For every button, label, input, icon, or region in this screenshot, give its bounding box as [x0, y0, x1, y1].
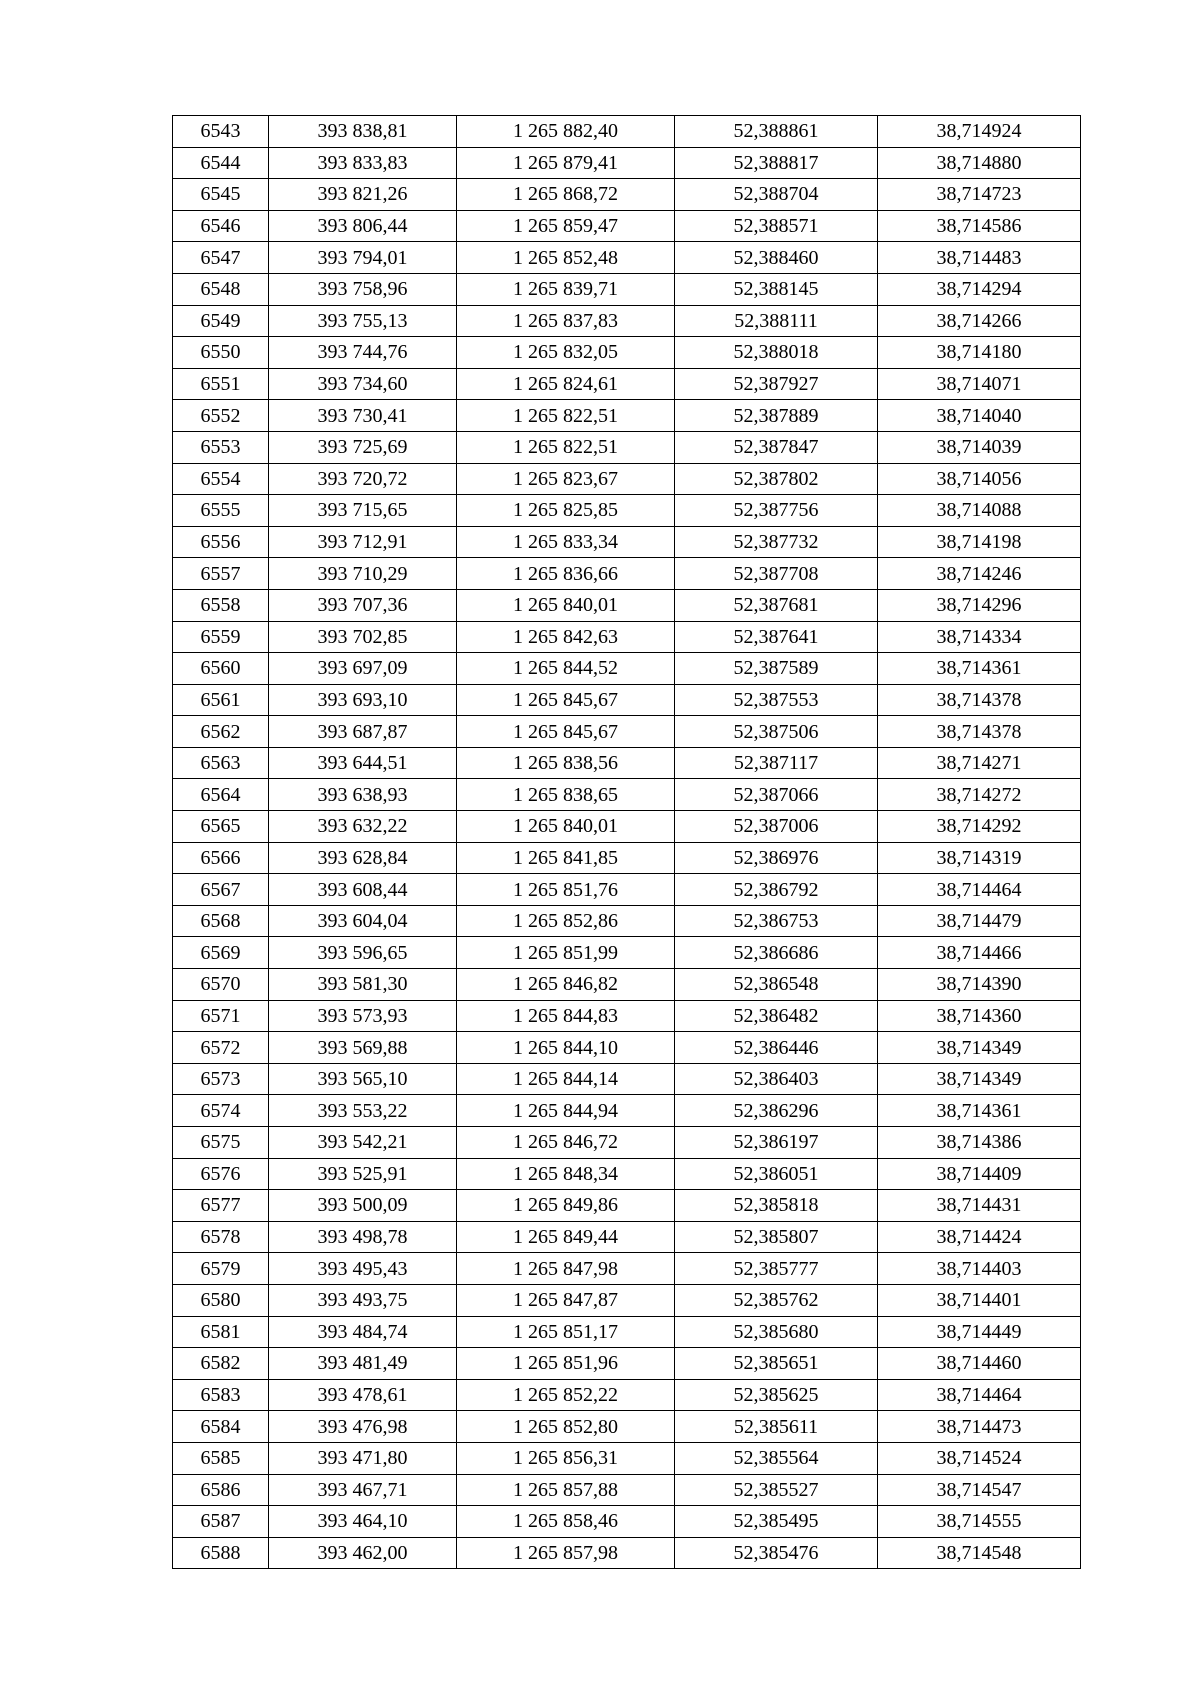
- latitude-cell: 52,385777: [675, 1253, 878, 1285]
- point-number-cell: 6571: [173, 1000, 269, 1032]
- latitude-cell: 52,385625: [675, 1379, 878, 1411]
- latitude-cell: 52,387681: [675, 589, 878, 621]
- latitude-cell: 52,387927: [675, 368, 878, 400]
- table-row: [173, 842, 1081, 874]
- x-coordinate-cell: 393 553,22: [269, 1095, 457, 1127]
- point-number-cell: 6556: [173, 526, 269, 558]
- latitude-cell: 52,386403: [675, 1063, 878, 1095]
- y-coordinate-cell: 1 265 851,76: [457, 874, 675, 906]
- y-coordinate-cell: 1 265 846,82: [457, 969, 675, 1001]
- longitude-cell: 38,714479: [878, 905, 1081, 937]
- latitude-cell: 52,387708: [675, 558, 878, 590]
- x-coordinate-cell: 393 467,71: [269, 1474, 457, 1506]
- point-number-cell: 6561: [173, 684, 269, 716]
- longitude-cell: 38,714386: [878, 1127, 1081, 1159]
- latitude-cell: 52,386976: [675, 842, 878, 874]
- longitude-cell: 38,714360: [878, 1000, 1081, 1032]
- y-coordinate-cell: 1 265 847,98: [457, 1253, 675, 1285]
- latitude-cell: 52,387589: [675, 653, 878, 685]
- longitude-cell: 38,714378: [878, 716, 1081, 748]
- x-coordinate-cell: 393 462,00: [269, 1537, 457, 1569]
- latitude-cell: 52,385807: [675, 1221, 878, 1253]
- table-row: [173, 1158, 1081, 1190]
- y-coordinate-cell: 1 265 838,65: [457, 779, 675, 811]
- point-number-cell: 6565: [173, 811, 269, 843]
- latitude-cell: 52,386051: [675, 1158, 878, 1190]
- longitude-cell: 38,714555: [878, 1506, 1081, 1538]
- point-number-cell: 6553: [173, 431, 269, 463]
- table-row: [173, 684, 1081, 716]
- longitude-cell: 38,714266: [878, 305, 1081, 337]
- y-coordinate-cell: 1 265 845,67: [457, 684, 675, 716]
- x-coordinate-cell: 393 720,72: [269, 463, 457, 495]
- longitude-cell: 38,714292: [878, 811, 1081, 843]
- longitude-cell: 38,714088: [878, 495, 1081, 527]
- point-number-cell: 6544: [173, 147, 269, 179]
- longitude-cell: 38,714040: [878, 400, 1081, 432]
- latitude-cell: 52,387506: [675, 716, 878, 748]
- table-row: [173, 621, 1081, 653]
- latitude-cell: 52,387756: [675, 495, 878, 527]
- table-row: [173, 495, 1081, 527]
- table-row: [173, 1253, 1081, 1285]
- longitude-cell: 38,714464: [878, 874, 1081, 906]
- longitude-cell: 38,714296: [878, 589, 1081, 621]
- y-coordinate-cell: 1 265 832,05: [457, 337, 675, 369]
- latitude-cell: 52,388817: [675, 147, 878, 179]
- y-coordinate-cell: 1 265 836,66: [457, 558, 675, 590]
- x-coordinate-cell: 393 478,61: [269, 1379, 457, 1411]
- y-coordinate-cell: 1 265 823,67: [457, 463, 675, 495]
- longitude-cell: 38,714723: [878, 179, 1081, 211]
- latitude-cell: 52,386296: [675, 1095, 878, 1127]
- point-number-cell: 6551: [173, 368, 269, 400]
- longitude-cell: 38,714378: [878, 684, 1081, 716]
- table-row: [173, 779, 1081, 811]
- table-row: [173, 242, 1081, 274]
- longitude-cell: 38,714466: [878, 937, 1081, 969]
- table-row: [173, 147, 1081, 179]
- x-coordinate-cell: 393 493,75: [269, 1284, 457, 1316]
- latitude-cell: 52,386446: [675, 1032, 878, 1064]
- table-row: [173, 874, 1081, 906]
- table-row: [173, 1284, 1081, 1316]
- point-number-cell: 6557: [173, 558, 269, 590]
- point-number-cell: 6568: [173, 905, 269, 937]
- y-coordinate-cell: 1 265 859,47: [457, 210, 675, 242]
- point-number-cell: 6570: [173, 969, 269, 1001]
- x-coordinate-cell: 393 730,41: [269, 400, 457, 432]
- table-row: [173, 1032, 1081, 1064]
- longitude-cell: 38,714271: [878, 747, 1081, 779]
- table-row: [173, 368, 1081, 400]
- x-coordinate-cell: 393 481,49: [269, 1348, 457, 1380]
- table-row: [173, 905, 1081, 937]
- y-coordinate-cell: 1 265 851,17: [457, 1316, 675, 1348]
- point-number-cell: 6545: [173, 179, 269, 211]
- x-coordinate-cell: 393 755,13: [269, 305, 457, 337]
- latitude-cell: 52,385611: [675, 1411, 878, 1443]
- x-coordinate-cell: 393 702,85: [269, 621, 457, 653]
- y-coordinate-cell: 1 265 852,22: [457, 1379, 675, 1411]
- latitude-cell: 52,386753: [675, 905, 878, 937]
- latitude-cell: 52,388018: [675, 337, 878, 369]
- table-row: [173, 1190, 1081, 1222]
- x-coordinate-cell: 393 744,76: [269, 337, 457, 369]
- table-row: [173, 1442, 1081, 1474]
- x-coordinate-cell: 393 687,87: [269, 716, 457, 748]
- y-coordinate-cell: 1 265 852,48: [457, 242, 675, 274]
- latitude-cell: 52,387802: [675, 463, 878, 495]
- latitude-cell: 52,385680: [675, 1316, 878, 1348]
- latitude-cell: 52,386482: [675, 1000, 878, 1032]
- table-row: [173, 1063, 1081, 1095]
- point-number-cell: 6552: [173, 400, 269, 432]
- x-coordinate-cell: 393 596,65: [269, 937, 457, 969]
- y-coordinate-cell: 1 265 857,88: [457, 1474, 675, 1506]
- table-row: [173, 1348, 1081, 1380]
- coordinates-table: [172, 115, 1081, 1569]
- table-row: [173, 1095, 1081, 1127]
- y-coordinate-cell: 1 265 844,52: [457, 653, 675, 685]
- longitude-cell: 38,714361: [878, 1095, 1081, 1127]
- y-coordinate-cell: 1 265 852,80: [457, 1411, 675, 1443]
- y-coordinate-cell: 1 265 844,83: [457, 1000, 675, 1032]
- x-coordinate-cell: 393 693,10: [269, 684, 457, 716]
- y-coordinate-cell: 1 265 824,61: [457, 368, 675, 400]
- y-coordinate-cell: 1 265 847,87: [457, 1284, 675, 1316]
- point-number-cell: 6580: [173, 1284, 269, 1316]
- point-number-cell: 6578: [173, 1221, 269, 1253]
- y-coordinate-cell: 1 265 840,01: [457, 589, 675, 621]
- latitude-cell: 52,385527: [675, 1474, 878, 1506]
- latitude-cell: 52,385818: [675, 1190, 878, 1222]
- x-coordinate-cell: 393 565,10: [269, 1063, 457, 1095]
- point-number-cell: 6582: [173, 1348, 269, 1380]
- y-coordinate-cell: 1 265 849,44: [457, 1221, 675, 1253]
- y-coordinate-cell: 1 265 857,98: [457, 1537, 675, 1569]
- longitude-cell: 38,714449: [878, 1316, 1081, 1348]
- point-number-cell: 6585: [173, 1442, 269, 1474]
- y-coordinate-cell: 1 265 844,10: [457, 1032, 675, 1064]
- table-row: [173, 179, 1081, 211]
- latitude-cell: 52,386548: [675, 969, 878, 1001]
- x-coordinate-cell: 393 608,44: [269, 874, 457, 906]
- table-row: [173, 1506, 1081, 1538]
- x-coordinate-cell: 393 464,10: [269, 1506, 457, 1538]
- x-coordinate-cell: 393 707,36: [269, 589, 457, 621]
- x-coordinate-cell: 393 500,09: [269, 1190, 457, 1222]
- point-number-cell: 6548: [173, 273, 269, 305]
- x-coordinate-cell: 393 632,22: [269, 811, 457, 843]
- x-coordinate-cell: 393 725,69: [269, 431, 457, 463]
- point-number-cell: 6577: [173, 1190, 269, 1222]
- table-row: [173, 400, 1081, 432]
- longitude-cell: 38,714924: [878, 116, 1081, 148]
- latitude-cell: 52,386686: [675, 937, 878, 969]
- x-coordinate-cell: 393 806,44: [269, 210, 457, 242]
- y-coordinate-cell: 1 265 858,46: [457, 1506, 675, 1538]
- x-coordinate-cell: 393 628,84: [269, 842, 457, 874]
- point-number-cell: 6574: [173, 1095, 269, 1127]
- point-number-cell: 6581: [173, 1316, 269, 1348]
- y-coordinate-cell: 1 265 838,56: [457, 747, 675, 779]
- longitude-cell: 38,714198: [878, 526, 1081, 558]
- longitude-cell: 38,714880: [878, 147, 1081, 179]
- point-number-cell: 6564: [173, 779, 269, 811]
- latitude-cell: 52,388861: [675, 116, 878, 148]
- longitude-cell: 38,714180: [878, 337, 1081, 369]
- point-number-cell: 6550: [173, 337, 269, 369]
- longitude-cell: 38,714401: [878, 1284, 1081, 1316]
- longitude-cell: 38,714409: [878, 1158, 1081, 1190]
- point-number-cell: 6567: [173, 874, 269, 906]
- x-coordinate-cell: 393 542,21: [269, 1127, 457, 1159]
- table-row: [173, 1537, 1081, 1569]
- x-coordinate-cell: 393 581,30: [269, 969, 457, 1001]
- point-number-cell: 6562: [173, 716, 269, 748]
- x-coordinate-cell: 393 712,91: [269, 526, 457, 558]
- point-number-cell: 6586: [173, 1474, 269, 1506]
- table-row: [173, 526, 1081, 558]
- x-coordinate-cell: 393 715,65: [269, 495, 457, 527]
- table-row: [173, 589, 1081, 621]
- x-coordinate-cell: 393 758,96: [269, 273, 457, 305]
- table-row: [173, 273, 1081, 305]
- y-coordinate-cell: 1 265 845,67: [457, 716, 675, 748]
- longitude-cell: 38,714246: [878, 558, 1081, 590]
- longitude-cell: 38,714473: [878, 1411, 1081, 1443]
- table-row: [173, 1127, 1081, 1159]
- point-number-cell: 6559: [173, 621, 269, 653]
- x-coordinate-cell: 393 569,88: [269, 1032, 457, 1064]
- latitude-cell: 52,387006: [675, 811, 878, 843]
- table-row: [173, 716, 1081, 748]
- point-number-cell: 6560: [173, 653, 269, 685]
- point-number-cell: 6569: [173, 937, 269, 969]
- point-number-cell: 6563: [173, 747, 269, 779]
- point-number-cell: 6558: [173, 589, 269, 621]
- table-row: [173, 116, 1081, 148]
- y-coordinate-cell: 1 265 833,34: [457, 526, 675, 558]
- point-number-cell: 6579: [173, 1253, 269, 1285]
- y-coordinate-cell: 1 265 848,34: [457, 1158, 675, 1190]
- latitude-cell: 52,387847: [675, 431, 878, 463]
- x-coordinate-cell: 393 495,43: [269, 1253, 457, 1285]
- latitude-cell: 52,388704: [675, 179, 878, 211]
- y-coordinate-cell: 1 265 822,51: [457, 400, 675, 432]
- longitude-cell: 38,714056: [878, 463, 1081, 495]
- longitude-cell: 38,714547: [878, 1474, 1081, 1506]
- y-coordinate-cell: 1 265 852,86: [457, 905, 675, 937]
- longitude-cell: 38,714460: [878, 1348, 1081, 1380]
- table-row: [173, 463, 1081, 495]
- y-coordinate-cell: 1 265 844,14: [457, 1063, 675, 1095]
- x-coordinate-cell: 393 838,81: [269, 116, 457, 148]
- longitude-cell: 38,714483: [878, 242, 1081, 274]
- table-row: [173, 431, 1081, 463]
- point-number-cell: 6573: [173, 1063, 269, 1095]
- longitude-cell: 38,714319: [878, 842, 1081, 874]
- point-number-cell: 6584: [173, 1411, 269, 1443]
- table-row: [173, 747, 1081, 779]
- longitude-cell: 38,714464: [878, 1379, 1081, 1411]
- point-number-cell: 6572: [173, 1032, 269, 1064]
- latitude-cell: 52,385495: [675, 1506, 878, 1538]
- longitude-cell: 38,714431: [878, 1190, 1081, 1222]
- x-coordinate-cell: 393 734,60: [269, 368, 457, 400]
- latitude-cell: 52,387732: [675, 526, 878, 558]
- x-coordinate-cell: 393 794,01: [269, 242, 457, 274]
- table-row: [173, 337, 1081, 369]
- table-row: [173, 653, 1081, 685]
- point-number-cell: 6588: [173, 1537, 269, 1569]
- latitude-cell: 52,387889: [675, 400, 878, 432]
- x-coordinate-cell: 393 697,09: [269, 653, 457, 685]
- latitude-cell: 52,386792: [675, 874, 878, 906]
- table-row: [173, 1411, 1081, 1443]
- point-number-cell: 6575: [173, 1127, 269, 1159]
- y-coordinate-cell: 1 265 825,85: [457, 495, 675, 527]
- y-coordinate-cell: 1 265 841,85: [457, 842, 675, 874]
- latitude-cell: 52,387641: [675, 621, 878, 653]
- point-number-cell: 6576: [173, 1158, 269, 1190]
- y-coordinate-cell: 1 265 844,94: [457, 1095, 675, 1127]
- longitude-cell: 38,714361: [878, 653, 1081, 685]
- table-row: [173, 305, 1081, 337]
- latitude-cell: 52,386197: [675, 1127, 878, 1159]
- x-coordinate-cell: 393 525,91: [269, 1158, 457, 1190]
- y-coordinate-cell: 1 265 851,96: [457, 1348, 675, 1380]
- longitude-cell: 38,714349: [878, 1032, 1081, 1064]
- longitude-cell: 38,714071: [878, 368, 1081, 400]
- coordinates-table-body: [173, 116, 1081, 1569]
- y-coordinate-cell: 1 265 856,31: [457, 1442, 675, 1474]
- y-coordinate-cell: 1 265 868,72: [457, 179, 675, 211]
- longitude-cell: 38,714294: [878, 273, 1081, 305]
- latitude-cell: 52,388111: [675, 305, 878, 337]
- y-coordinate-cell: 1 265 837,83: [457, 305, 675, 337]
- x-coordinate-cell: 393 644,51: [269, 747, 457, 779]
- y-coordinate-cell: 1 265 839,71: [457, 273, 675, 305]
- longitude-cell: 38,714403: [878, 1253, 1081, 1285]
- y-coordinate-cell: 1 265 849,86: [457, 1190, 675, 1222]
- y-coordinate-cell: 1 265 846,72: [457, 1127, 675, 1159]
- y-coordinate-cell: 1 265 879,41: [457, 147, 675, 179]
- y-coordinate-cell: 1 265 882,40: [457, 116, 675, 148]
- table-row: [173, 969, 1081, 1001]
- point-number-cell: 6587: [173, 1506, 269, 1538]
- x-coordinate-cell: 393 821,26: [269, 179, 457, 211]
- longitude-cell: 38,714524: [878, 1442, 1081, 1474]
- latitude-cell: 52,388460: [675, 242, 878, 274]
- longitude-cell: 38,714586: [878, 210, 1081, 242]
- y-coordinate-cell: 1 265 840,01: [457, 811, 675, 843]
- point-number-cell: 6547: [173, 242, 269, 274]
- point-number-cell: 6583: [173, 1379, 269, 1411]
- latitude-cell: 52,385564: [675, 1442, 878, 1474]
- longitude-cell: 38,714424: [878, 1221, 1081, 1253]
- table-row: [173, 1316, 1081, 1348]
- table-row: [173, 1221, 1081, 1253]
- y-coordinate-cell: 1 265 822,51: [457, 431, 675, 463]
- x-coordinate-cell: 393 573,93: [269, 1000, 457, 1032]
- table-row: [173, 937, 1081, 969]
- table-row: [173, 1474, 1081, 1506]
- longitude-cell: 38,714548: [878, 1537, 1081, 1569]
- longitude-cell: 38,714390: [878, 969, 1081, 1001]
- latitude-cell: 52,387117: [675, 747, 878, 779]
- latitude-cell: 52,388571: [675, 210, 878, 242]
- x-coordinate-cell: 393 638,93: [269, 779, 457, 811]
- latitude-cell: 52,387553: [675, 684, 878, 716]
- x-coordinate-cell: 393 833,83: [269, 147, 457, 179]
- x-coordinate-cell: 393 604,04: [269, 905, 457, 937]
- table-row: [173, 811, 1081, 843]
- latitude-cell: 52,387066: [675, 779, 878, 811]
- x-coordinate-cell: 393 710,29: [269, 558, 457, 590]
- latitude-cell: 52,388145: [675, 273, 878, 305]
- latitude-cell: 52,385651: [675, 1348, 878, 1380]
- x-coordinate-cell: 393 471,80: [269, 1442, 457, 1474]
- x-coordinate-cell: 393 484,74: [269, 1316, 457, 1348]
- point-number-cell: 6549: [173, 305, 269, 337]
- table-row: [173, 1000, 1081, 1032]
- longitude-cell: 38,714334: [878, 621, 1081, 653]
- point-number-cell: 6566: [173, 842, 269, 874]
- latitude-cell: 52,385476: [675, 1537, 878, 1569]
- point-number-cell: 6554: [173, 463, 269, 495]
- table-row: [173, 210, 1081, 242]
- x-coordinate-cell: 393 498,78: [269, 1221, 457, 1253]
- y-coordinate-cell: 1 265 851,99: [457, 937, 675, 969]
- y-coordinate-cell: 1 265 842,63: [457, 621, 675, 653]
- point-number-cell: 6543: [173, 116, 269, 148]
- longitude-cell: 38,714272: [878, 779, 1081, 811]
- longitude-cell: 38,714039: [878, 431, 1081, 463]
- table-row: [173, 558, 1081, 590]
- x-coordinate-cell: 393 476,98: [269, 1411, 457, 1443]
- longitude-cell: 38,714349: [878, 1063, 1081, 1095]
- point-number-cell: 6555: [173, 495, 269, 527]
- table-row: [173, 1379, 1081, 1411]
- point-number-cell: 6546: [173, 210, 269, 242]
- latitude-cell: 52,385762: [675, 1284, 878, 1316]
